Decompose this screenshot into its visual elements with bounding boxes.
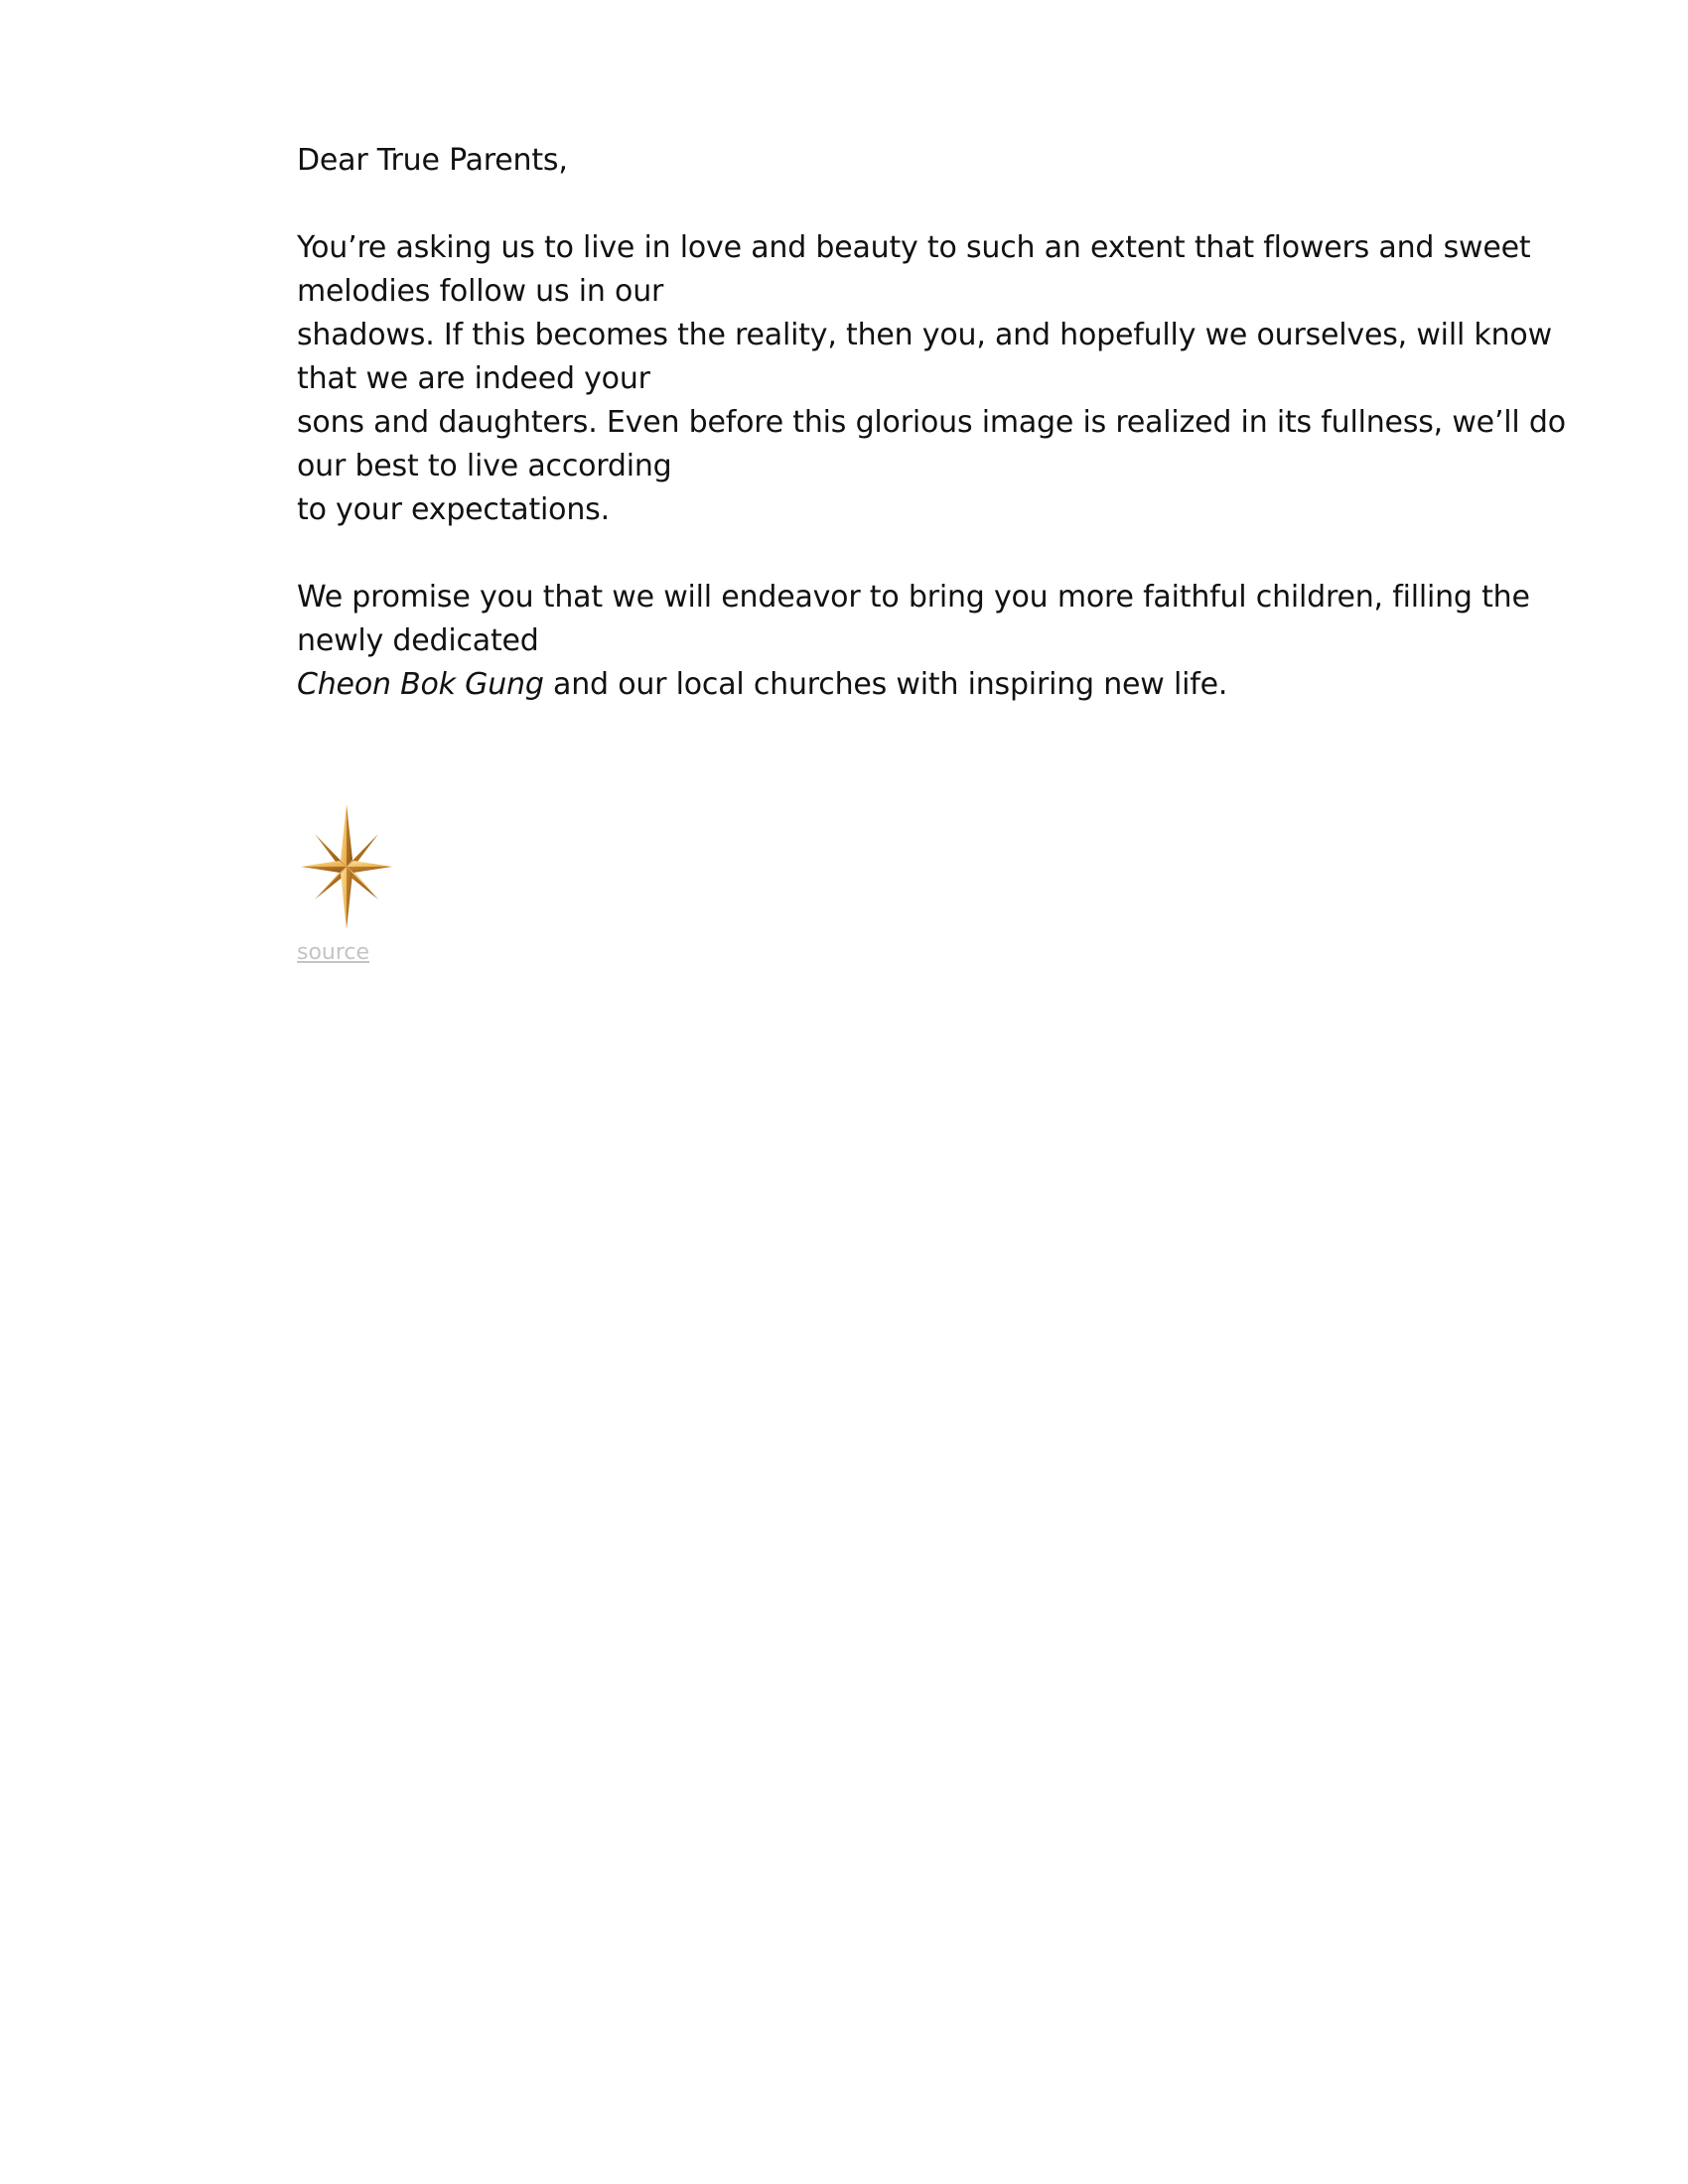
paragraph-2-line: newly dedicated [297, 623, 539, 658]
paragraph-2-line [297, 663, 1588, 707]
paragraph-1-line: You’re asking us to live in love and beauty to such an extent that flowers and sweet [297, 230, 1531, 265]
paragraph-1-line: shadows. If this becomes the reality, then you, and hopefully we ourselves, will know [297, 318, 1552, 352]
paragraph-1-line: to your expectations. [297, 492, 610, 527]
paragraph-2-line: We promise you that we will endeavor to bring you more faithful children, filling the [297, 580, 1530, 614]
eight-pointed-star-icon [297, 802, 396, 931]
paragraph-1 [297, 226, 1588, 532]
source-link[interactable]: source [297, 940, 370, 965]
paragraph-gap [297, 532, 1588, 576]
paragraph-1-line: our best to live according [297, 449, 672, 483]
paragraph-1-line: that we are indeed your [297, 361, 650, 396]
paragraph-2 [297, 576, 1588, 707]
paragraph-gap [297, 183, 1588, 226]
paragraph-2-line-rest: and our local churches with inspiring new life. [543, 667, 1228, 702]
paragraph-1-line: sons and daughters. Even before this glorious image is realized in its fullness, we’ll do [297, 405, 1566, 440]
paragraph-1-line: melodies follow us in our [297, 274, 664, 309]
church-name: Cheon Bok Gung [297, 667, 544, 702]
salutation: Dear True Parents, [297, 143, 568, 178]
star-graphic [297, 802, 396, 931]
letter-body [297, 139, 1588, 707]
